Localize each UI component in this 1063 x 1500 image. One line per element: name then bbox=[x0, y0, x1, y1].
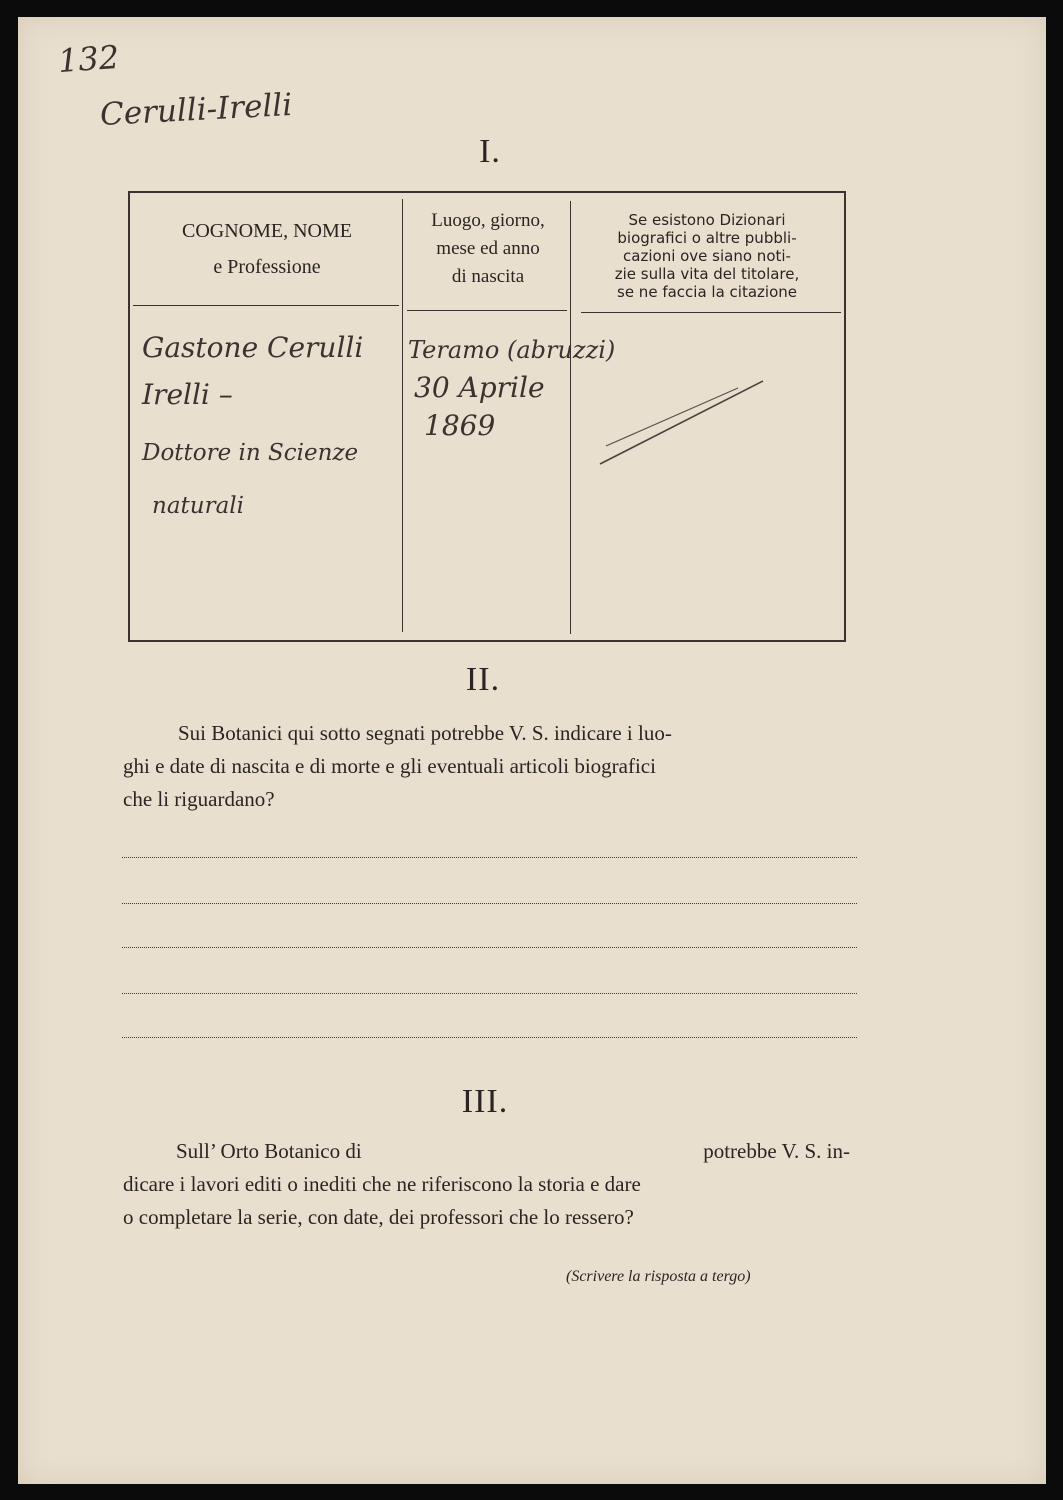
column-header-name: COGNOME, NOME e Professione bbox=[182, 220, 352, 278]
answer-line[interactable] bbox=[122, 1037, 857, 1038]
surname-note: Cerulli-Irelli bbox=[99, 86, 294, 134]
section-three-question-continue: potrebbe V. S. in- bbox=[703, 1139, 850, 1163]
section-one-numeral: I. bbox=[479, 133, 501, 170]
answer-line[interactable] bbox=[122, 993, 857, 994]
catalog-number: 132 bbox=[56, 37, 121, 81]
answer-line[interactable] bbox=[122, 947, 857, 948]
section-three-question-start: Sull’ Orto Botanico di bbox=[176, 1139, 362, 1163]
entry-birth-details: Teramo (abruzzi) 30 Aprile 1869 bbox=[408, 336, 616, 442]
entry-name-profession: Gastone Cerulli Irelli – Dottore in Scienze naturali bbox=[142, 331, 364, 519]
column-header-birth: Luogo, giorno, mese ed anno di nascita bbox=[431, 210, 545, 287]
blank-dash-mark bbox=[588, 366, 778, 476]
section-three-numeral: III. bbox=[461, 1083, 509, 1120]
section-three-question: dicare i lavori editi o inediti che ne riferiscono la storia e dare o completare la serie, con date, dei professori che lo ressero? bbox=[123, 1172, 641, 1229]
section-two-numeral: II. bbox=[465, 661, 501, 698]
biography-table bbox=[128, 191, 846, 642]
answer-line[interactable] bbox=[122, 857, 857, 858]
column-header-references: Se esistono Dizionari biografici o altre pubbli- cazioni ove siano noti- zie sulla vita del titolare, se ne faccia la citazione bbox=[614, 211, 800, 301]
section-two-question: Sui Botanici qui sotto segnati potrebbe V. S. indicare i luo- ghi e date di nascita e di morte e gli eventuali articoli biografici che li riguardano? bbox=[123, 721, 672, 811]
footnote-reply-overleaf: (Scrivere la risposta a tergo) bbox=[566, 1268, 751, 1285]
answer-line[interactable] bbox=[122, 903, 857, 904]
